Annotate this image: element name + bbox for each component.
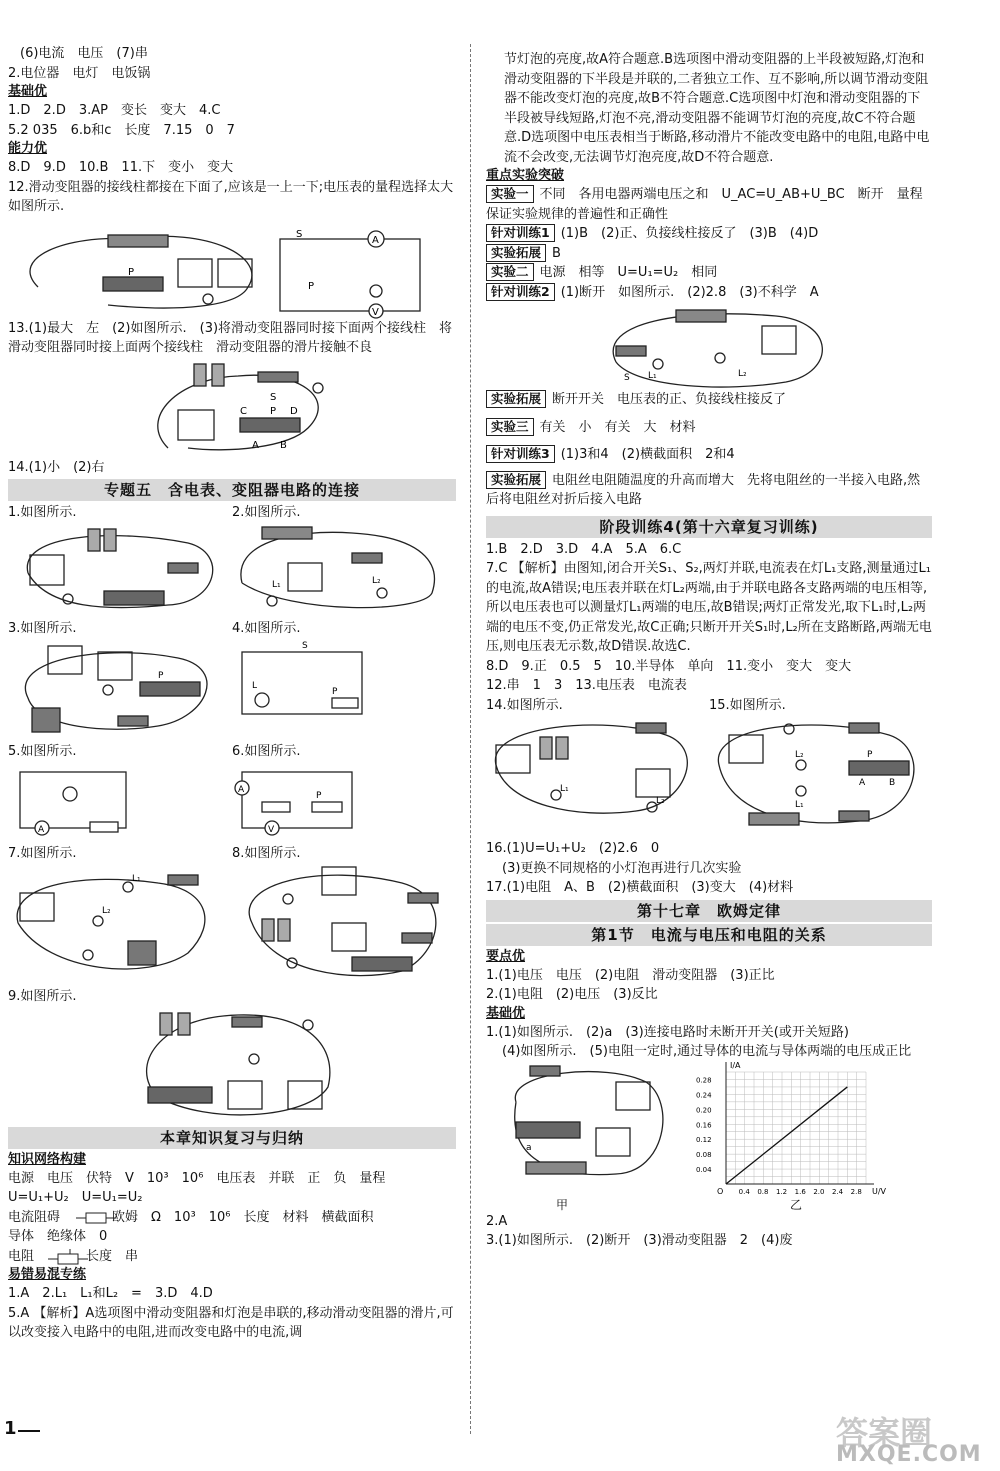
answer-line: 2.(1)电阻 (2)电压 (3)反比 <box>486 987 658 1002</box>
circuit-figure <box>8 217 456 319</box>
answer-text: 有关 小 有关 大 材料 <box>539 419 696 435</box>
question-label: 15.如图所示. <box>709 697 786 713</box>
svg-text:L₁: L₁ <box>560 784 569 794</box>
training-row <box>486 283 932 303</box>
answer-line: 5.2 035 6.b和c 长度 7.15 0 7 <box>8 122 235 138</box>
y-tick-label: 0.04 <box>696 1165 712 1174</box>
question-label: 14.如图所示. <box>486 697 563 713</box>
svg-text:A: A <box>238 784 245 795</box>
question-label: 3.如图所示. <box>8 620 77 636</box>
answer-line <box>8 1208 456 1228</box>
circuit-figure <box>232 638 456 738</box>
answer-line: 1.D 2.D 3.AP 变长 变大 4.C <box>8 103 221 118</box>
answer-line: 1.B 2.D 3.D 4.A 5.A 6.C <box>486 541 682 557</box>
topic-banner: 本章知识复习与归纳 <box>8 1127 456 1149</box>
answer-line: (3)更换不同规格的小灯泡再进行几次实验 <box>502 860 742 876</box>
question-label: 2.如图所示. <box>232 505 301 520</box>
y-tick-label: 0.16 <box>696 1120 712 1129</box>
right-column <box>486 50 932 1251</box>
chapter-banner: 第十七章 欧姆定律 <box>486 900 932 922</box>
circuit-figure <box>232 523 456 615</box>
x-axis-label: U/V <box>872 1186 886 1196</box>
answer-paragraph: 节灯泡的亮度,故A符合题意.B选项图中滑动变阻器的上半段被短路,灯泡和滑动变阻器的下半段是并联的,二者独立工作、互不影响,所以调节滑动变阻器不能改变灯泡的亮度,故B不符合题意.C选项图中灯泡和滑动变阻器的下半段被导线短路,灯泡不亮,滑动变阻器不能调节灯泡的亮度,故C不符合题意.D选项图中电压表相当于断路,移动滑片不能改变电路中的电阻,电路中电流不会改变,无法调节灯泡亮度,故D不符合题意. <box>504 52 930 165</box>
svg-text:A: A <box>859 778 866 788</box>
answer-text: 电阻 长度 串 <box>8 1248 139 1264</box>
x-tick-label: 1.6 <box>794 1187 806 1196</box>
circuit-figure <box>8 1007 456 1125</box>
figure-yi <box>686 1061 886 1212</box>
answer-line: 保证实验规律的普遍性和正确性 <box>486 206 669 222</box>
answer-line: 16.(1)U=U₁+U₂ (2)2.6 0 <box>486 841 660 856</box>
training-row <box>486 224 932 244</box>
y-tick-label: 0.12 <box>696 1135 712 1144</box>
question-label: 8.如图所示. <box>232 845 301 861</box>
extension-row <box>486 390 932 410</box>
section-heading: 能力优 <box>8 141 48 156</box>
svg-text:P: P <box>158 671 164 681</box>
svg-text:P: P <box>316 790 322 801</box>
svg-text:V: V <box>268 824 275 835</box>
question-label: 9.如图所示. <box>8 989 77 1004</box>
answer-text: 电阻丝电阻随温度的升高而增大 先将电阻丝的一半接入电路,然后将电阻丝对折后接入电路 <box>486 472 921 507</box>
x-tick-label: 2.0 <box>813 1187 825 1196</box>
answer-line: U=U₁+U₂ U=U₁=U₂ <box>8 1190 143 1205</box>
circuit-figure <box>709 715 932 835</box>
svg-text:L: L <box>252 681 258 691</box>
section-heading: 易错易混专练 <box>8 1267 87 1282</box>
answer-text: 断开开关 电压表的正、负接线柱接反了 <box>552 392 787 407</box>
answer-text: 电流阻碍 欧姆 Ω 10³ 10⁶ 长度 材料 横截面积 <box>8 1209 374 1225</box>
resistor-symbol <box>76 1212 116 1224</box>
svg-text:L₂: L₂ <box>656 796 665 806</box>
answer-line: 2.电位器 电灯 电饭锅 <box>8 65 151 81</box>
svg-text:S: S <box>270 391 277 403</box>
svg-text:L₂: L₂ <box>795 750 804 760</box>
x-tick-label: 0.4 <box>738 1187 750 1196</box>
section-heading: 要点优 <box>486 948 526 964</box>
answer-line: 5.A 【解析】A选项图中滑动变阻器和灯泡是串联的,移动滑动变阻器的滑片,可以改变接入电路中的电阻,进而改变电路中的电流,调 <box>8 1305 454 1340</box>
svg-text:L₂: L₂ <box>738 369 747 379</box>
svg-text:S: S <box>302 641 308 651</box>
training-row <box>486 445 932 465</box>
answer-line: 1.(1)电压 电压 (2)电阻 滑动变阻器 (3)正比 <box>486 967 775 983</box>
page-number-rule <box>18 1430 40 1432</box>
watermark-url: MXQE.COM <box>836 1442 982 1467</box>
svg-text:B: B <box>280 439 287 451</box>
svg-text:C: C <box>240 405 247 417</box>
answer-text: (1)3和4 (2)横截面积 2和4 <box>560 447 735 462</box>
answer-text: (1)B (2)正、负接线柱接反了 (3)B (4)D <box>560 226 819 241</box>
answer-text: (1)断开 如图所示. (2)2.8 (3)不科学 A <box>560 284 819 300</box>
experiment-tag: 实验一 <box>486 185 534 203</box>
svg-text:P: P <box>128 266 135 278</box>
x-tick-label: 1.2 <box>776 1187 788 1196</box>
question-label: 7.如图所示. <box>8 845 77 861</box>
answer-line: 17.(1)电阻 A、B (2)横截面积 (3)变大 (4)材料 <box>486 880 794 895</box>
y-axis-label: I/A <box>730 1061 741 1070</box>
svg-text:L₁: L₁ <box>272 579 281 590</box>
series-line <box>726 1086 847 1183</box>
figure-caption: 乙 <box>790 1197 803 1212</box>
question-label: 1.如图所示. <box>8 505 77 520</box>
y-tick-label: 0.20 <box>696 1105 712 1114</box>
x-tick-label: 2.8 <box>850 1187 862 1196</box>
answer-line: 8.D 9.D 10.B 11.下 变小 变大 <box>8 160 234 175</box>
x-tick-label: 2.4 <box>832 1187 844 1196</box>
circuit-figure <box>486 1062 686 1192</box>
section-heading: 基础优 <box>8 84 48 99</box>
x-tick-label: 0.8 <box>757 1187 769 1196</box>
answer-paragraph: 7.C 【解析】由图知,闭合开关S₁、S₂,两灯并联,电流表在灯L₁支路,测量通过L₁的电流,故A错误;电压表并联在灯L₂两端,由于并联电路各支路两端的电压相等,所以电压表也可以测量灯L₁两端的电压,故B错误;两灯正常发光,取下L₁时,L₂两端的电压不变,仍正常发光,故C正确;只断开开关S₁时,L₂所在支路断路,两端无电压,则电压表无示数,故D错误.故选C. <box>486 561 932 654</box>
question-label: 5.如图所示. <box>8 744 77 759</box>
answer-line <box>8 1247 456 1267</box>
answer-line: 14.(1)小 (2)右 <box>8 459 105 475</box>
answer-text: B <box>552 245 561 261</box>
answer-line: 12.滑动变阻器的接线柱都接在下面了,应该是一上一下;电压表的量程选择太大 如图所示. <box>8 179 467 214</box>
rheostat-symbol <box>48 1249 88 1265</box>
answer-line: 3.(1)如图所示. (2)断开 (3)滑动变阻器 2 (4)废 <box>486 1233 793 1248</box>
circuit-figure <box>8 863 232 983</box>
watermark-cn: 答案圈 <box>836 1414 933 1452</box>
circuit-figure <box>486 715 709 819</box>
circuit-figure <box>8 638 232 738</box>
y-tick-label: 0.08 <box>696 1150 712 1159</box>
answer-line: 1.A 2.L₁ L₁和L₂ = 3.D 4.D <box>8 1286 213 1301</box>
training-tag: 针对训练3 <box>486 445 555 463</box>
svg-text:a: a <box>526 1142 532 1153</box>
question-label: 6.如图所示. <box>232 744 301 759</box>
experiment-row <box>486 263 932 283</box>
svg-text:V: V <box>372 306 379 318</box>
svg-text:L₁: L₁ <box>795 800 804 810</box>
figure-jia <box>486 1062 686 1212</box>
topic-banner: 阶段训练4(第十六章复习训练) <box>486 516 932 538</box>
question-label: 4.如图所示. <box>232 620 301 636</box>
y-tick-label: 0.24 <box>696 1090 712 1099</box>
answer-line: 13.(1)最大 左 (2)如图所示. (3)将滑动变阻器同时接下面两个接线柱 将滑动变阻器同时接上面两个接线柱 滑动变阻器的滑片接触不良 <box>8 320 453 355</box>
svg-text:B: B <box>889 778 896 788</box>
column-divider <box>470 44 471 1434</box>
svg-text:A: A <box>38 824 45 835</box>
figure-caption: 甲 <box>556 1197 569 1212</box>
answer-text: 电源 相等 U=U₁=U₂ 相同 <box>539 265 718 280</box>
svg-text:S: S <box>624 373 630 383</box>
experiment-tag: 实验二 <box>486 263 534 281</box>
answer-line: 2.A <box>486 1213 508 1229</box>
circuit-figure <box>486 302 932 390</box>
training-tag: 针对训练2 <box>486 283 555 301</box>
answer-line: 1.(1)如图所示. (2)a (3)连接电路时未断开开关(或开关短路) <box>486 1024 849 1040</box>
extension-tag: 实验拓展 <box>486 244 546 262</box>
extension-tag: 实验拓展 <box>486 390 546 408</box>
svg-text:P: P <box>270 405 277 417</box>
svg-text:P: P <box>308 280 315 292</box>
section-heading: 基础优 <box>486 1005 526 1021</box>
y-tick-label: 0.28 <box>696 1075 712 1084</box>
svg-text:L₁: L₁ <box>132 874 141 884</box>
origin-label: O <box>717 1186 724 1196</box>
left-column <box>8 44 467 1343</box>
iu-line-chart <box>686 1062 886 1202</box>
section-heading: 重点实验突破 <box>486 168 565 183</box>
circuit-figure <box>8 523 232 615</box>
answer-line: 导体 绝缘体 0 <box>8 1229 108 1244</box>
extension-row <box>486 471 932 510</box>
answer-line: (6)电流 电压 (7)串 <box>20 46 148 61</box>
svg-text:P: P <box>867 750 873 760</box>
circuit-figure <box>8 358 456 458</box>
svg-text:L₂: L₂ <box>372 575 381 586</box>
svg-text:P: P <box>332 687 338 697</box>
section-banner: 第1节 电流与电压和电阻的关系 <box>486 924 932 946</box>
experiment-row <box>486 418 932 438</box>
experiment-row <box>486 185 932 205</box>
extension-row <box>486 244 932 264</box>
page-number: 1 <box>4 1418 17 1439</box>
answer-line: (4)如图所示. (5)电阻一定时,通过导体的电流与导体两端的电压成正比 <box>502 1044 912 1059</box>
answer-text: 不同 各用电器两端电压之和 U_AC=U_AB+U_BC 断开 量程 <box>539 187 923 202</box>
circuit-figure <box>232 863 456 983</box>
svg-text:L₂: L₂ <box>102 906 111 916</box>
section-heading: 知识网络构建 <box>8 1151 87 1167</box>
answer-line: 8.D 9.正 0.5 5 10.半导体 单向 11.变小 变大 变大 <box>486 658 852 674</box>
svg-text:A: A <box>372 234 379 246</box>
training-tag: 针对训练1 <box>486 224 555 242</box>
topic-banner: 专题五 含电表、变阻器电路的连接 <box>8 479 456 501</box>
extension-tag: 实验拓展 <box>486 471 546 489</box>
circuit-figure <box>232 762 456 840</box>
svg-text:A: A <box>252 439 259 451</box>
svg-text:S: S <box>296 228 303 240</box>
answer-line: 12.串 1 3 13.电压表 电流表 <box>486 678 687 693</box>
experiment-tag: 实验三 <box>486 418 534 436</box>
svg-text:L₁: L₁ <box>648 371 657 381</box>
circuit-figure <box>8 762 232 840</box>
svg-text:D: D <box>290 405 298 417</box>
answer-line: 电源 电压 伏特 V 10³ 10⁶ 电压表 并联 正 负 量程 <box>8 1170 386 1186</box>
